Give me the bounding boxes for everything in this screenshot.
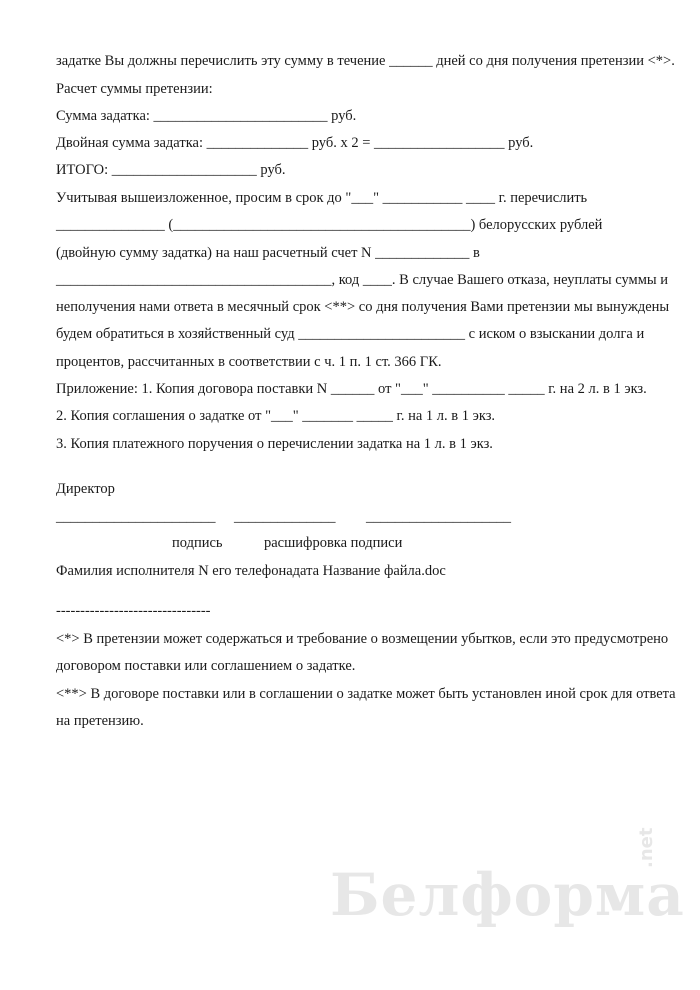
decoding-caption: расшифровка подписи: [264, 535, 403, 551]
signature-line: ______________________: [56, 509, 216, 525]
text-line: ______________________________________, код ____. В случае Вашего отказа, неуплаты суммы и: [56, 272, 669, 288]
text-line: Учитывая вышеизложенное, просим в срок до "___" ___________ ____ г. перечислить: [56, 190, 588, 206]
footnote: на претензию.: [56, 713, 144, 729]
text-line: Сумма задатка: ________________________ руб.: [56, 108, 357, 124]
signature-caption: подпись: [172, 535, 223, 551]
text-line: (двойную сумму задатка) на наш расчетный счет N _____________ в: [56, 245, 480, 261]
text-line: будем обратиться в хозяйственный суд _______________________ с иском о взыскании долга и: [56, 326, 645, 342]
attachment-line: 2. Копия соглашения о задатке от "___" _______ _____ г. на 1 л. в 1 экз.: [56, 408, 496, 424]
signature-line: ______________: [234, 509, 336, 525]
footnote: <*> В претензии может содержаться и требование о возмещении убытков, если это предусмотрено: [56, 631, 669, 647]
text-line: процентов, рассчитанных в соответствии с ч. 1 п. 1 ст. 366 ГК.: [56, 354, 442, 370]
attachment-line: Приложение: 1. Копия договора поставки N ______ от "___" __________ _____ г. на 2 л. в 1 экз.: [56, 381, 647, 397]
attachment-line: 3. Копия платежного поручения о перечислении задатка на 1 л. в 1 экз.: [56, 436, 493, 452]
signature-line: ____________________: [366, 509, 511, 525]
text-line: Расчет суммы претензии:: [56, 81, 213, 97]
text-line: Двойная сумма задатка: ______________ руб. x 2 = __________________ руб.: [56, 135, 534, 151]
director-label: Директор: [56, 481, 115, 497]
text-line: _______________ (_________________________________________) белорусских рублей: [56, 217, 603, 233]
text-line: задатке Вы должны перечислить эту сумму в течение ______ дней со дня получения претензии <*>.: [56, 53, 675, 69]
text-line: ИТОГО: ____________________ руб.: [56, 162, 286, 178]
footnote-separator: --------------------------------: [56, 603, 211, 619]
footnote: <**> В договоре поставки или в соглашении о задатке может быть установлен иной срок для ответа: [56, 686, 676, 702]
text-line: неполучения нами ответа в месячный срок <**> со дня получения Вами претензии мы вынуждены: [56, 299, 670, 315]
footnote: договором поставки или соглашением о задатке.: [56, 658, 356, 674]
watermark-tld: .net: [636, 827, 657, 868]
watermark-logo: Белформа: [330, 861, 685, 929]
executor-line: Фамилия исполнителя N его телефонадата Название файла.doc: [56, 563, 446, 579]
